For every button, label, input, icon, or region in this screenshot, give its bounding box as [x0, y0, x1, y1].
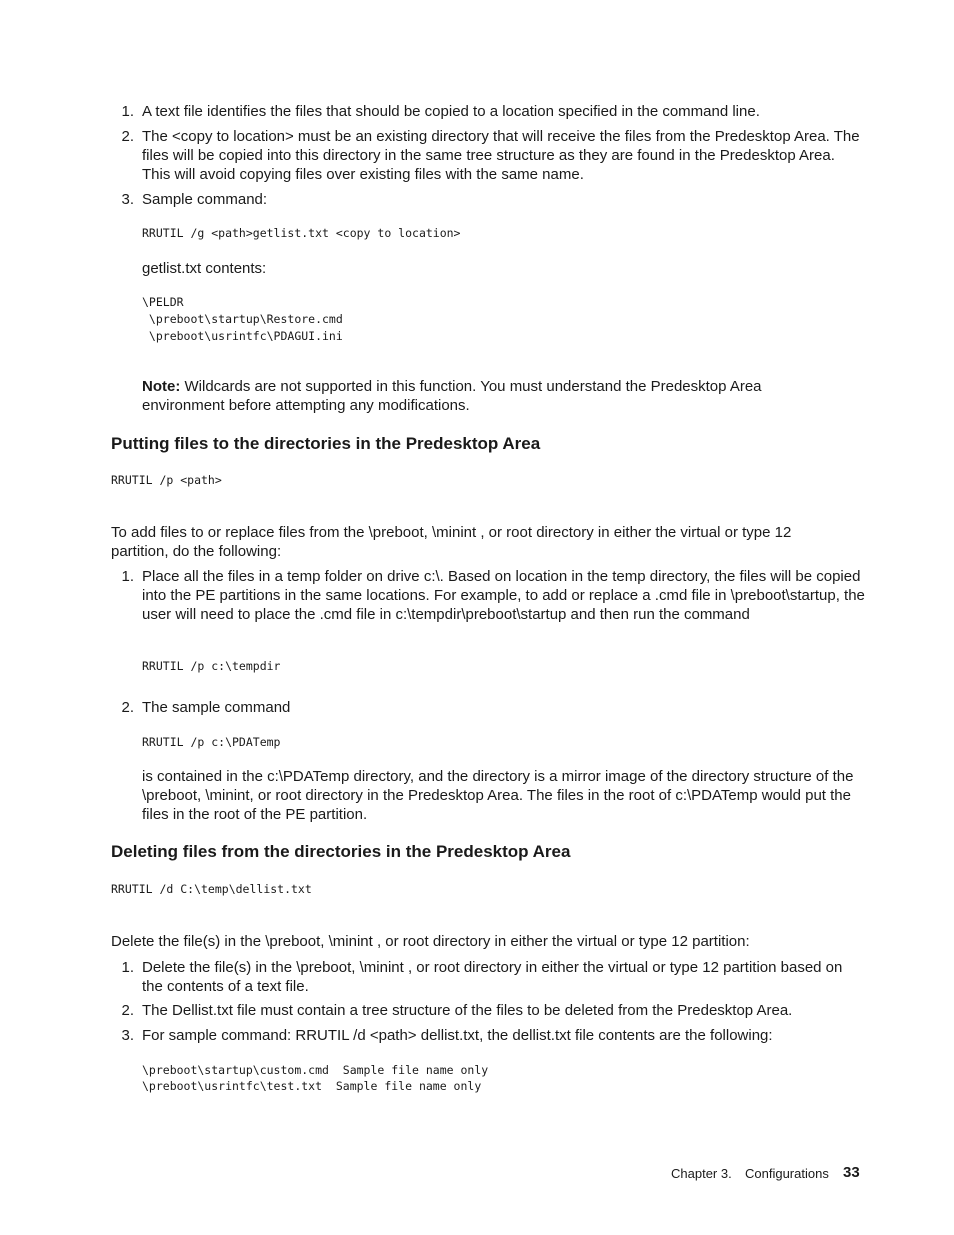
page-number: 33: [843, 1164, 860, 1181]
code-line: \PELDR: [142, 295, 184, 309]
section-heading: Deleting files from the directories in the Predesktop Area: [111, 842, 571, 861]
list-item-text: The Dellist.txt file must contain a tree structure of the files to be deleted from the Predesktop Area.: [142, 1002, 793, 1019]
syntax-code: RRUTIL /d C:\temp\dellist.txt: [111, 882, 312, 896]
note-text: Wildcards are not supported in this function. You must understand the Predesktop Area environment before attempting any modifications.: [142, 378, 762, 414]
list-number: 1.: [121, 568, 134, 585]
explanation-paragraph: is contained in the c:\PDATemp directory, and the directory is a mirror image of the directory structure of the \preboot, \minint, or root directory in the Predesktop Area. The files in the root of c:\PDATemp would put the files in the root of the PE partition.: [142, 768, 854, 823]
list-number: 2.: [121, 128, 134, 145]
contents-label: getlist.txt contents:: [142, 260, 267, 277]
list-number: 1.: [121, 959, 134, 976]
section-heading: Putting files to the directories in the Predesktop Area: [111, 434, 541, 453]
list-item-text: A text file identifies the files that should be copied to a location specified in the command line.: [142, 103, 760, 120]
intro-paragraph: To add files to or replace files from the \preboot, \minint , or root directory in either the virtual or type 12 partition, do the following:: [111, 524, 792, 560]
list-number: 2.: [121, 699, 134, 716]
code-line: \preboot\startup\custom.cmd Sample file name only: [142, 1063, 489, 1077]
code-line: \preboot\usrintfc\test.txt Sample file name only: [142, 1079, 482, 1093]
note-paragraph: [142, 377, 822, 415]
syntax-code: RRUTIL /p <path>: [111, 473, 222, 487]
code-line: \preboot\usrintfc\PDAGUI.ini: [142, 329, 343, 343]
sample-command-code: RRUTIL /g <path>getlist.txt <copy to location>: [142, 226, 461, 240]
list-item-text: The sample command: [142, 699, 291, 716]
footer-section: Configurations: [745, 1166, 829, 1181]
list-item-text: The <copy to location> must be an existing directory that will receive the files from the Predesktop Area. The files will be copied into this directory in the same tree structure as they are found in the Predesktop Area. This will avoid copying files over existing files with the same name.: [142, 128, 860, 183]
note-label: Note:: [142, 378, 181, 395]
list-item-text: Sample command:: [142, 191, 268, 208]
command-code: RRUTIL /p c:\tempdir: [142, 659, 281, 673]
command-code: RRUTIL /p c:\PDATemp: [142, 735, 281, 749]
list-number: 2.: [121, 1002, 134, 1019]
code-line: \preboot\startup\Restore.cmd: [142, 312, 343, 326]
list-item-text: Place all the files in a temp folder on drive c:\. Based on location in the temp directory, the files will be copied into the PE partitions in the same locations. For example, to add or replace a .cmd file in \preboot\startup, the user will need to place the .cmd file in c:\tempdir\preboot\startup and then run the command: [142, 568, 865, 623]
list-item-text: Delete the file(s) in the \preboot, \minint , or root directory in either the virtual or type 12 partition based on the contents of a text file.: [142, 959, 843, 995]
footer-chapter: Chapter 3.: [671, 1166, 732, 1181]
list-number: 3.: [121, 1027, 134, 1044]
list-number: 3.: [121, 191, 134, 208]
list-number: 1.: [121, 103, 134, 120]
list-item-text: For sample command: RRUTIL /d <path> dellist.txt, the dellist.txt file contents are the following:: [142, 1027, 773, 1044]
intro-paragraph: Delete the file(s) in the \preboot, \minint , or root directory in either the virtual or type 12 partition:: [111, 933, 750, 950]
